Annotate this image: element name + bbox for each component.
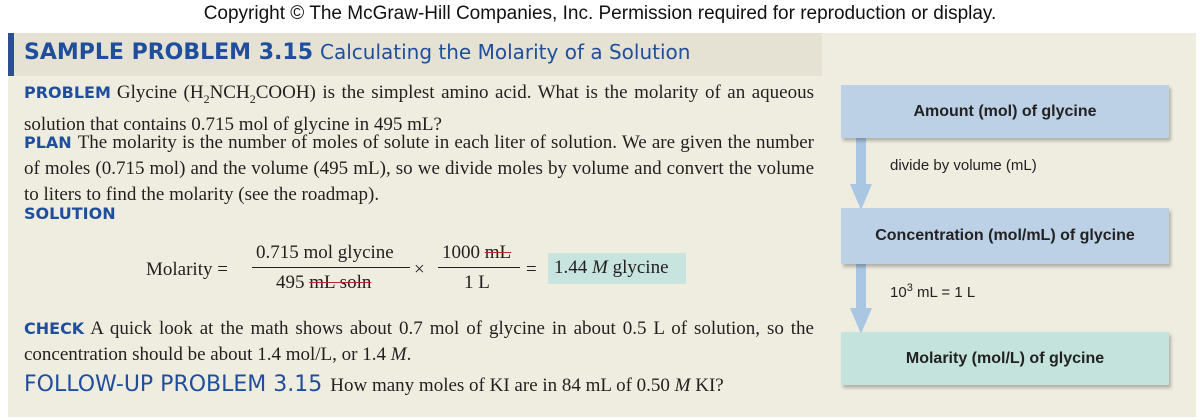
arrow-down-icon (848, 136, 874, 212)
plan-label: PLAN (24, 133, 72, 152)
fraction1-numerator: 0.715 mol glycine (256, 242, 394, 263)
check-label: CHECK (24, 319, 85, 338)
check-paragraph: CHECK A quick look at the math shows about 0.7 mol of glycine in about 0.5 L of solution, so the concentration should be about 1.4 mol/L, or 1.4 M. (24, 318, 814, 365)
solution-label: SOLUTION (24, 204, 116, 223)
page-title (24, 40, 690, 65)
title-prefix: SAMPLE PROBLEM 3.15 (24, 40, 314, 65)
copyright-notice: Copyright © The McGraw-Hill Companies, Inc. Permission required for reproduction or display. (203, 3, 997, 24)
answer-highlight (548, 253, 686, 284)
arrow-down-icon (848, 262, 874, 336)
followup-problem (24, 372, 724, 397)
fraction1-bar (252, 267, 410, 268)
problem-label: PROBLEM (24, 83, 111, 102)
roadmap-box-amount: Amount (mol) of glycine (841, 85, 1169, 138)
roadmap-step1: divide by volume (mL) (890, 157, 1037, 174)
fraction2-numerator: 1000 mL (442, 242, 512, 263)
fraction2-bar (438, 267, 520, 268)
plan-paragraph: PLAN The molarity is the number of moles of solute in each liter of solution. We are given the number of moles (0.715 mol) and the volume (495 mL), so we divide moles by volume and convert the volume to liters to find the molarity (see the roadmap). (24, 132, 814, 205)
fraction1-denominator: 495 mL soln (276, 272, 372, 293)
equals-sign: = (526, 259, 537, 280)
fraction2-denominator: 1 L (464, 272, 490, 293)
roadmap-box-concentration: Concentration (mol/mL) of glycine (841, 208, 1169, 264)
followup-question: How many moles of KI are in 84 mL of 0.50 M KI? (330, 375, 724, 396)
roadmap-box-molarity: Molarity (mol/L) of glycine (841, 332, 1169, 385)
times-sign: × (414, 259, 425, 280)
followup-label: FOLLOW-UP PROBLEM 3.15 (24, 372, 323, 397)
roadmap-step2: $10^3$ mL = 1 L (890, 282, 976, 301)
problem-paragraph: PROBLEM Glycine $(H_2NCH_2COOH)$ is the simplest amino acid. What is the molarity of an aqueous solution that contains 0.715 mol of glycine in 495 mL? (24, 82, 814, 135)
equation-lhs: Molarity = (146, 259, 228, 280)
title-subject: Calculating the Molarity of a Solution (320, 40, 691, 64)
answer-text: 1.44 M glycine (554, 257, 669, 278)
